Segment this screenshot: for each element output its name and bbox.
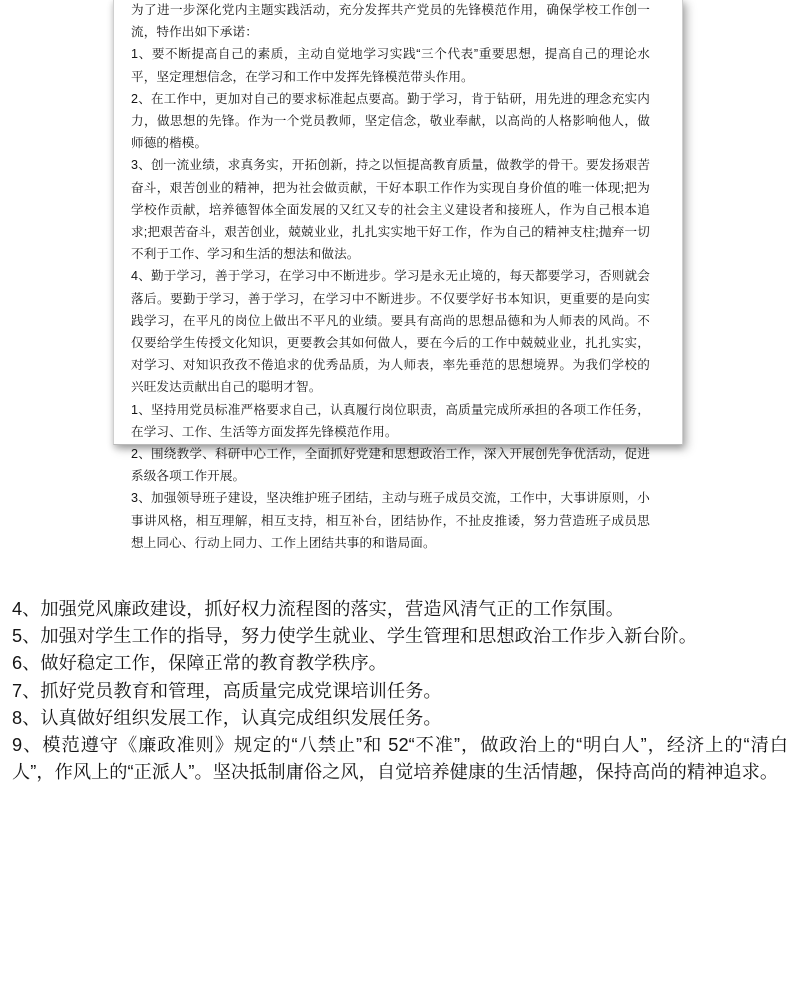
commitment-item-8: 8、认真做好组织发展工作，认真完成组织发展任务。 [12,707,442,728]
document-paragraph-item-2: 2、在工作中，更加对自己的要求标准起点要高。勤于学习，肯于钻研，用先进的理念充实内力，做思想的先锋。作为一个党员教师，坚定信念，敬业奉献，以高尚的人格影响他人，做师德的楷模。 [131,91,650,151]
commitment-item-7: 7、抓好党员教育和管理，高质量完成党课培训任务。 [12,680,442,701]
commitment-item-9: 9、模范遵守《廉政准则》规定的“八禁止”和 52“不准”，做政治上的“明白人”，经济上的“清白人”，作风上的“正派人”。坚决抵制庸俗之风，自觉培养健康的生活情趣，保持高尚的精神追求。 [12,735,788,783]
document-paragraph-duty-2: 2、围绕教学、科研中心工作，全面抓好党建和思想政治工作，深入开展创先争优活动，促进系级各项工作开展。 [131,447,650,484]
embedded-scanned-document [113,0,683,550]
document-paragraph-duty-3: 3、加强领导班子建设，坚决维护班子团结，主动与班子成员交流，工作中，大事讲原则，小事讲风格，相互理解，相互支持，相互补台，团结协作，不扯皮推诿，努力营造班子成员思想上同心、行动上同力、工作上团结共事的和谐局面。 [131,491,650,550]
commitment-list [12,596,788,786]
document-paragraph-duty-1: 1、坚持用党员标准严格要求自己，认真履行岗位职责，高质量完成所承担的各项工作任务，在学习、工作、生活等方面发挥先锋模范作用。 [131,402,650,439]
commitment-item-5: 5、加强对学生工作的指导，努力使学生就业、学生管理和思想政治工作步入新台阶。 [12,626,697,647]
document-paragraph-item-3: 3、创一流业绩，求真务实，开拓创新，持之以恒提高教育质量，做教学的骨干。要发扬艰苦奋斗，艰苦创业的精神，把为社会做贡献，干好本职工作作为实现自身价值的唯一体现;把为学校作贡献，培养德智体全面发展的又红又专的社会主义建设者和接班人，作为自己根本追求;把艰苦奋斗，艰苦创业，兢兢业业，扎扎实实地干好工作，作为自己的精神支柱;抛弃一切不利于工作、学习和生活的想法和做法。 [131,158,650,262]
commitment-item-4: 4、加强党风廉政建设，抓好权力流程图的落实，营造风清气正的工作氛围。 [12,599,625,619]
document-paragraph-intro: 为了进一步深化党内主题实践活动，充分发挥共产党员的先锋模范作用，确保学校工作创一流，特作出如下承诺： [131,3,650,40]
document-paragraph-item-1: 1、要不断提高自己的素质，主动自觉地学习实践“三个代表”重要思想，提高自己的理论水平，坚定理想信念，在学习和工作中发挥先锋模范带头作用。 [131,47,650,84]
document-panel-wrapper [113,0,683,550]
document-paragraph-item-4: 4、勤于学习，善于学习，在学习中不断进步。学习是永无止境的，每天都要学习，否则就会落后。要勤于学习，善于学习，在学习中不断进步。不仅要学好书本知识，更重要的是向实践学习，在平凡的岗位上做出不平凡的业绩。要具有高尚的思想品德和为人师表的风尚。不仅要给学生传授文化知识，更要教会其如何做人，要在今后的工作中兢兢业业，扎扎实实，对学习、对知识孜孜不倦追求的优秀品质，为人师表，率先垂范的思想境界。为我们学校的兴旺发达贡献出自己的聪明才智。 [131,269,650,395]
commitment-item-6: 6、做好稳定工作，保障正常的教育教学秩序。 [12,653,387,674]
document-text-column [131,0,650,554]
